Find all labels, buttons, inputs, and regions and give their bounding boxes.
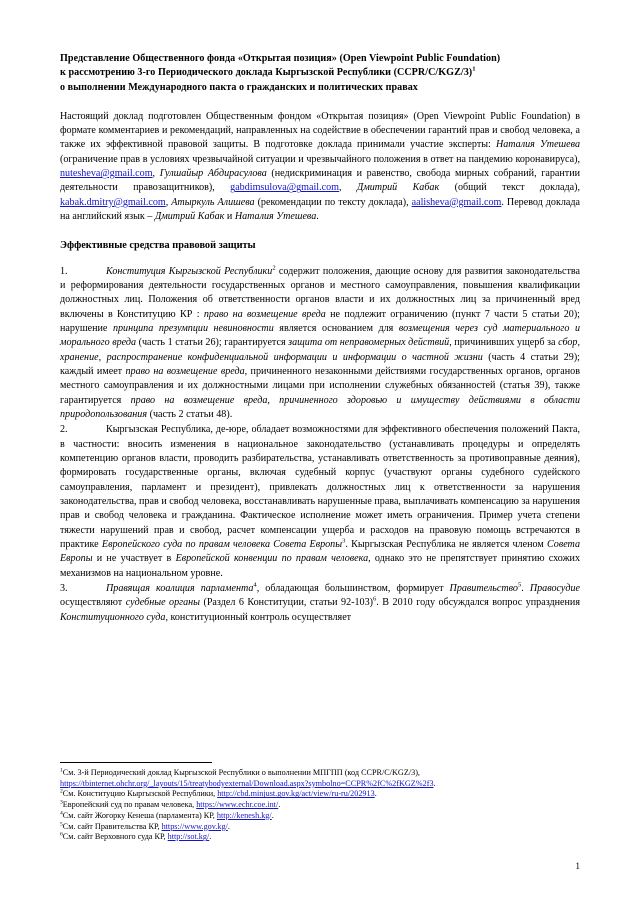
footnote-number: 5	[60, 820, 63, 827]
paragraph	[60, 582, 580, 625]
intro-text-6: (общий текст доклада),	[439, 182, 580, 194]
footnote	[60, 789, 580, 800]
footnote-text-end: .	[374, 789, 377, 799]
footnote-text-end: .	[271, 810, 274, 820]
page-number: 1	[575, 862, 580, 872]
footnote-separator-rule	[60, 762, 212, 763]
footnote-text: См. сайт Жогорку Кенеша (парламента) КР,	[62, 810, 217, 820]
intro-sep-2: ,	[338, 182, 357, 194]
footnote-text: См. 3-й Периодический доклад Кыргызской Республики о выполнении МПГПП (код CCPR/C/KGZ/3),	[62, 768, 420, 777]
intro-text-1: Настоящий доклад подготовлен Общественным фондом «Открытая позиция» (Open Viewpoint Public Foundation) в формате комментариев и рекомендаций, направленных на содействие в обеспечении гарантий прав и свобод человека, а также их эффективной правовой защиты. В подготовке доклада принимали участие эксперты:	[60, 110, 580, 151]
paragraph-text: (Раздел 6 Конституции, статьи 92-103)	[199, 597, 373, 609]
paragraph-text: не подлежит ограничению (пункт 7 части 5 статьи 20); нарушение	[60, 308, 580, 334]
paragraph-text: принципа презумпции невиновности	[112, 322, 274, 334]
footnote-link[interactable]: https://tbinternet.ohchr.org/_layouts/15/treatybodyexternal/Download.aspx?symbolno=CCPR%2fC%2fKGZ%2f3	[60, 778, 434, 788]
paragraph-text: является основанием для	[273, 322, 399, 334]
paragraph-text: , обладающая большинством, формирует	[256, 583, 450, 595]
footnote	[60, 822, 580, 833]
paragraph-text: судебные органы	[125, 597, 200, 609]
footnote-marker: 3	[342, 537, 346, 545]
footnote-marker: 5	[517, 581, 522, 589]
intro-text-9: . Перевод доклада на английский язык –	[60, 196, 580, 222]
expert-4-name: Атыркуль Алишева	[171, 196, 255, 208]
footnote	[60, 800, 580, 811]
footnote-number: 6	[60, 831, 63, 838]
intro-sep-1: ,	[152, 168, 160, 180]
title-line-1: Представление Общественного фонда «Открытая позиция» (Open Viewpoint Public Foundation)	[60, 53, 501, 64]
paragraph-text: право на возмещение вреда, причиненного здоровью и имуществу действиями в области природопользования	[60, 394, 580, 420]
intro-end: .	[316, 210, 319, 222]
title-footnote-marker: 1	[472, 65, 476, 73]
intro-sep-3: ,	[165, 196, 172, 208]
intro-text-4: (недискриминация и равенство, свобода мирных собраний, гарантии деятельности правозащитников),	[60, 168, 580, 194]
paragraph-number: 2.	[60, 424, 68, 436]
section-heading: Эффективные средства правовой защиты	[60, 240, 256, 252]
paragraph-text: , конституционный контроль осуществляет	[165, 611, 352, 623]
footnote-link[interactable]: http://kenesh.kg/	[216, 810, 272, 820]
paragraph-text: Совета Европы	[60, 539, 581, 565]
email-link-4[interactable]: aalisheva@gmail.com	[411, 196, 502, 208]
paragraph-text: право на возмещение вреда	[203, 308, 326, 320]
footnote-text: Европейский суд по правам человека,	[62, 800, 197, 810]
paragraph-text: право на возмещение вреда	[125, 365, 245, 377]
footnote-number: 4	[60, 810, 63, 817]
paragraph-text: , причиненного незаконными действиями государственных органов, органов местного самоуправления и их должностными лицами при исполнении служебных обязанностей (статья 39), также гарантируется	[60, 365, 580, 406]
paragraph-text: осуществляют	[60, 597, 126, 609]
expert-2-name: Гулшайыр Абдирасулова	[159, 168, 267, 180]
paragraph	[60, 423, 580, 581]
footnote-link[interactable]: https://www.gov.kg/	[161, 821, 228, 831]
paragraph-text: (часть 4 статьи 29); каждый имеет	[60, 351, 580, 377]
footnote-text-end: .	[209, 832, 212, 842]
footnote	[60, 768, 580, 789]
title-line-2-text: к рассмотрению 3-го Периодического доклада Кыргызской Республики (CCPR/C/KGZ/3)	[60, 67, 473, 79]
footnote-link[interactable]: http://sot.kg/	[167, 832, 210, 842]
footnote-text: См. сайт Верховного суда КР,	[62, 832, 168, 842]
footnote-text: См. Конституцию Кыргызской Республики,	[62, 789, 218, 799]
paragraph-text: .	[521, 583, 530, 595]
expert-1-name: Наталия Утешева	[495, 139, 581, 151]
footnote-text-end: .	[433, 778, 436, 788]
footnote-number: 1	[60, 767, 63, 774]
footnote-marker: 6	[373, 596, 377, 604]
paragraph-text: Правосудие	[529, 583, 580, 595]
paragraph-text: . В 2010 году обсуждался вопрос упразднения	[376, 597, 580, 609]
footnote-text: См. сайт Правительства КР,	[62, 821, 162, 831]
intro-paragraph	[60, 110, 580, 224]
expert-3-name: Дмитрий Кабак	[356, 182, 440, 194]
footnote-link[interactable]: https://www.echr.coe.int/	[196, 800, 279, 810]
title-line-3: о выполнении Международного пакта о гражданских и политических правах	[60, 81, 418, 93]
paragraph-text: Европейского суда по правам человека Совета Европы	[101, 539, 343, 551]
paragraph-text: Конституционного суда	[60, 611, 166, 623]
intro-conj: и	[224, 210, 235, 222]
email-link-3[interactable]: kabak.dmitry@gmail.com	[60, 196, 166, 208]
paragraph-number: 3.	[60, 583, 68, 595]
document-title	[60, 52, 580, 95]
footnote	[60, 811, 580, 822]
footnote-number: 2	[60, 788, 63, 795]
footnote-list	[60, 768, 580, 843]
paragraph-number: 1.	[60, 265, 68, 277]
email-link-1[interactable]: nutesheva@gmail.com	[60, 168, 153, 180]
paragraph-text: , однако это не препятствует принятию схожих механизмов на национальном уровне.	[60, 553, 581, 579]
paragraph-text: , причинивших ущерб за	[449, 337, 559, 349]
paragraph-text: защита от неправомерных действий	[288, 337, 450, 349]
translator-2-name: Наталия Утешева	[234, 210, 317, 222]
footnote-marker: 4	[253, 581, 257, 589]
paragraph-text: сбор, хранение, распространение конфиденциальной информации и информации о частной жизни	[60, 337, 581, 363]
paragraph-text: Кыргызская Республика, де-юре, обладает возможностями для эффективного обеспечения положений Пакта, в частности: вносить изменения в национальное законодательство (устанавливать процедуры и определять компетенцию органов власти, проводить разбирательства, устанавливать ответственность за противоправные деяния), формировать государственные органы, включая судебный корпус (участвуют органы судебного судейского самоуправления, парламент и президент), привлекать должностных лиц к ответственности за нарушения законодательства, прав и свобод человека, восстанавливать нарушенные права, выплачивать компенсацию за нарушения прав и свобод человека и гражданина. Фактическое исполнение может иметь ограничения. Пример учета степени тяжести нарушений прав и свобод, расчет компенсации ущерба и расходов на правовую помощь встречаются в практике	[60, 424, 580, 551]
paragraph-text: Конституция Кыргызской Республики	[106, 265, 273, 277]
paragraph-text: содержит положения, дающие основу для развития законодательства и реформирования деятельности государственных органов и местного самоуправления, повышения квалификации должностных лиц. Положения об ответственности органов власти и их должностных лиц за причиненный вред включены в Конституцию КР :	[60, 265, 581, 320]
paragraph	[60, 265, 580, 423]
paragraph-list	[60, 265, 580, 626]
paragraph-text: Европейской конвенции по правам человека	[175, 553, 369, 565]
translator-1-name: Дмитрий Кабак	[154, 210, 225, 222]
footnotes-section	[60, 762, 580, 843]
footnote-number: 3	[60, 799, 63, 806]
footnote-link[interactable]: http://cbd.minjust.gov.kg/act/view/ru-ru/202913	[217, 789, 375, 799]
paragraph-text: Правительство	[449, 583, 518, 595]
paragraph-text: (часть 2 статьи 48).	[147, 409, 233, 420]
intro-text-8: (рекомендации по тексту доклада),	[254, 196, 412, 208]
paragraph-text: и не участвует в	[92, 553, 176, 565]
paragraph-text: Правящая коалиция парламента	[106, 583, 254, 595]
title-line-2	[60, 66, 580, 80]
paragraph-text: . Кыргызская Республика не является членом	[345, 539, 547, 551]
paragraph-text: возмещения через суд материального и морального вреда	[60, 322, 581, 349]
footnote-text-end: .	[227, 821, 230, 831]
email-link-2[interactable]: gabdimsulova@gmail.com	[230, 182, 339, 194]
intro-text-2: (ограничение прав в условиях чрезвычайной ситуации и чрезвычайного положения в ответ на пандемию коронавируса),	[60, 153, 580, 165]
footnote	[60, 832, 580, 843]
footnote-text-end: .	[278, 800, 281, 810]
footnote-marker: 2	[272, 264, 276, 272]
paragraph-text: (часть 1 статьи 26); гарантируется	[136, 337, 289, 349]
